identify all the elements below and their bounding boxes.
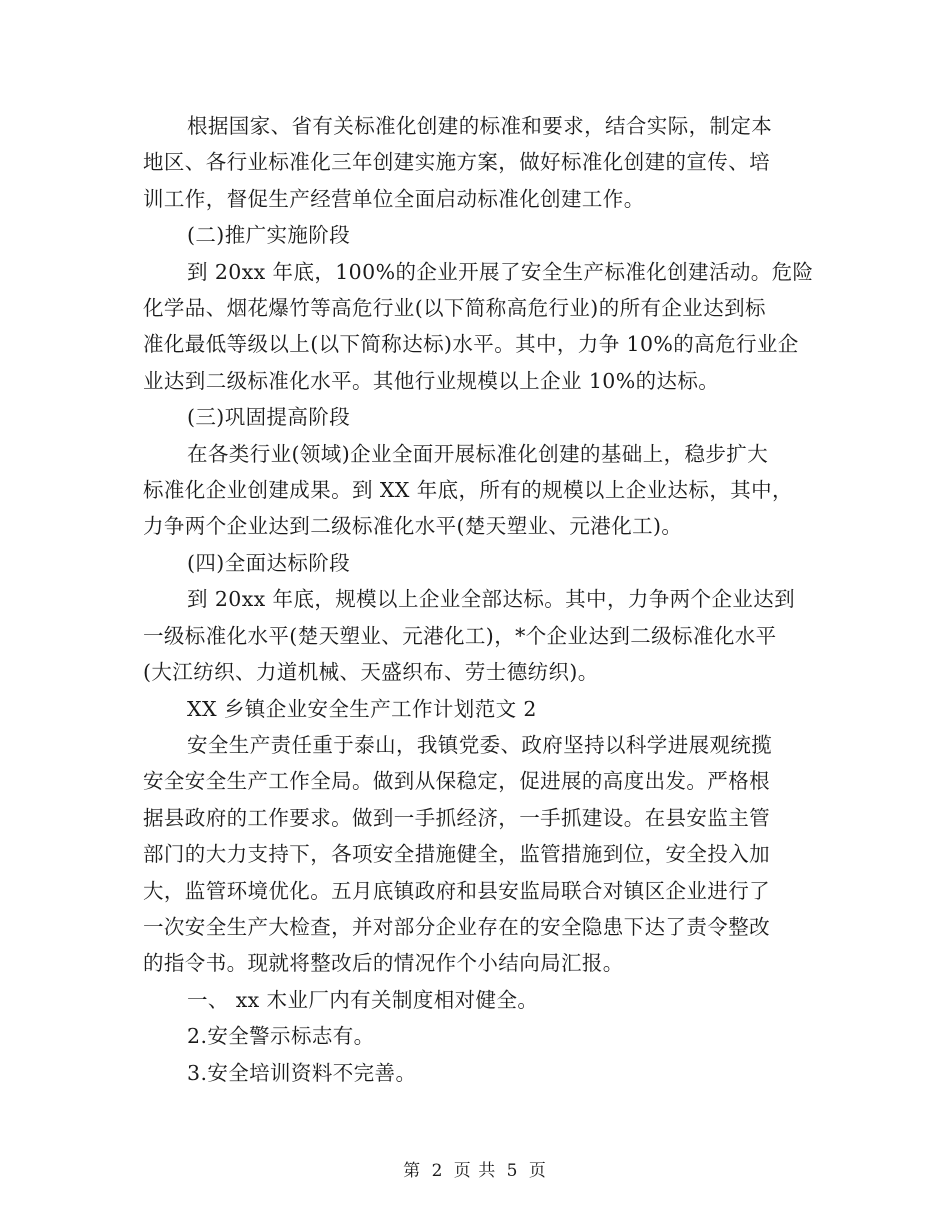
text-line: 一级标准化水平(楚天塑业、元港化工)，*个企业达到二级标准化水平 [143,623,777,648]
text-line: 到 20xx 年底，100%的企业开展了安全生产标准化创建活动。危险 [187,259,814,284]
section-heading [143,217,807,253]
list-item [143,1018,807,1054]
text-line: 大，监管环境优化。五月底镇政府和县安监局联合对镇区企业进行了 [143,878,770,903]
text-line: (二)推广实施阶段 [187,223,351,248]
footer-middle: 页 共 [453,1161,497,1181]
text-line: 业达到二级标准化水平。其他行业规模以上企业 10%的达标。 [143,368,720,393]
paragraph [143,254,814,400]
list-item [143,982,807,1018]
paragraph [143,108,807,217]
text-line: 安全安全生产工作全局。做到从保稳定，促进展的高度出发。严格根 [143,769,770,794]
text-line: 准化最低等级以上(以下简称达标)水平。其中，力争 10%的高危行业企 [143,332,799,357]
text-line: 一次安全生产大检查，并对部分企业存在的安全隐患下达了责令整改 [143,914,770,939]
text-line: 在各类行业(领域)企业全面开展标准化创建的基础上，稳步扩大 [187,441,769,466]
page-footer [0,1156,950,1181]
text-line: 安全生产责任重于泰山，我镇党委、政府坚持以科学进展观统揽 [187,732,773,757]
document-body [143,108,814,1091]
footer-suffix: 页 [528,1161,547,1181]
text-line: (三)巩固提高阶段 [187,405,351,430]
text-line: 到 20xx 年底，规模以上企业全部达标。其中，力争两个企业达到 [187,587,796,612]
text-line: (大江纺织、力道机械、天盛织布、劳士德纺织)。 [143,660,599,685]
total-page-number: 5 [506,1161,519,1181]
text-line: 3.安全培训资料不完善。 [187,1060,417,1085]
text-line: (四)全面达标阶段 [187,550,351,575]
text-line: 化学品、烟花爆竹等高危行业(以下简称高危行业)的所有企业达到标 [143,296,766,321]
section-title [143,691,807,727]
text-line: 部门的大力支持下，各项安全措施健全，监管措施到位，安全投入加 [143,842,770,867]
text-line: 一、 xx 木业厂内有关制度相对健全。 [187,987,539,1012]
text-line: 标准化企业创建成果。到 XX 年底，所有的规模以上企业达标，其中， [143,478,793,503]
text-line: 力争两个企业达到二级标准化水平(楚天塑业、元港化工)。 [143,514,683,539]
text-line: XX 乡镇企业安全生产工作计划范文 2 [187,696,537,721]
text-line: 训工作，督促生产经营单位全面启动标准化创建工作。 [143,186,645,211]
footer-prefix: 第 [403,1161,422,1181]
paragraph [143,727,807,982]
list-item [143,1055,807,1091]
text-line: 根据国家、省有关标准化创建的标准和要求，结合实际，制定本 [187,114,773,138]
paragraph [143,436,807,545]
text-line: 2.安全警示标志有。 [187,1024,375,1049]
current-page-number: 2 [431,1161,444,1181]
section-heading [143,545,807,581]
paragraph [143,581,807,690]
text-line: 据县政府的工作要求。做到一手抓经济，一手抓建设。在县安监主管 [143,805,770,830]
section-heading [143,399,807,435]
text-line: 地区、各行业标准化三年创建实施方案，做好标准化创建的宣传、培 [143,150,770,175]
text-line: 的指令书。现就将整改后的情况作个小结向局汇报。 [143,951,624,976]
